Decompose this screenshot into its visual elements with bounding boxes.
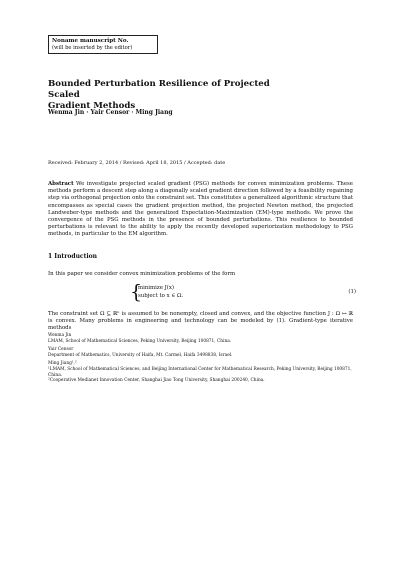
received-dates: Received: February 2, 2014 / Revised: April 18, 2015 / Accepted: date	[48, 160, 226, 166]
footnote-author-2	[48, 347, 353, 358]
author-list: Wenma Jin · Yair Censor · Ming Jiang	[48, 109, 173, 116]
footnote-author-1-affiliation: LMAM, School of Mathematical Sciences, Peking University, Beijing 100871, China.	[48, 338, 232, 344]
equation-number: (1)	[348, 289, 356, 295]
footnote-author-1	[48, 333, 353, 344]
manuscript-label: Noname manuscript No.	[52, 38, 129, 44]
footnote-author-3-affiliation-2: ²Cooperative Medianet Innovation Center, Shanghai Jiao Tong University, Shanghai 200240, China.	[48, 378, 265, 384]
footnote-author-1-name: Wenma Jin	[48, 333, 72, 338]
footnote-author-2-affiliation: Department of Mathematics, University of Haifa, Mt. Carmel, Haifa 3498838, Israel.	[48, 352, 233, 358]
author-footnotes	[48, 333, 353, 387]
manuscript-note-box	[48, 35, 158, 54]
abstract-label: Abstract	[48, 181, 74, 187]
title-line-2: Gradient Methods	[48, 101, 136, 111]
footnote-author-3	[48, 361, 353, 383]
equation-line-1: minimize J(x)	[138, 285, 175, 291]
equation-1	[130, 281, 360, 304]
equation-line-2: subject to x ∈ Ω.	[138, 293, 184, 299]
intro-paragraph-1: In this paper we consider convex minimization problems of the form	[48, 271, 236, 277]
footnote-author-2-name: Yair Censor	[48, 347, 74, 353]
section-heading-introduction: 1 Introduction	[48, 253, 97, 260]
paper-title	[48, 79, 288, 112]
equation-brace: {	[130, 281, 143, 303]
abstract-text: We investigate projected scaled gradient (PSG) methods for convex minimization problems. These methods perform a descent step along a diagonally scaled gradient direction followed by a feasibility regaining step via orthogonal projection onto the constraint set. This constitutes a generalized algorithmic structure that encompasses as special cases the gradient projection method, the projected Newton method, the projected Landweber-type methods and the generalized Expectation-Maximization (EM)-type methods. We prove the convergence of the PSG methods in the presence of bounded perturbations. This resilience to bounded perturbations is relevant to the ability to apply the recently developed superiorization methodology to PSG methods, in particular to the EM algorithm.	[48, 181, 353, 238]
intro-paragraph-2: The constraint set Ω ⊆ ℝⁿ is assumed to be nonempty, closed and convex, and the objective function J : Ω ↦ ℝ is convex. Many problems in engineering and technology can be modeled by (1). Gradient-type iterative methods	[48, 311, 353, 332]
manuscript-note: (will be inserted by the editor)	[52, 45, 133, 51]
footnote-author-3-affiliation-1: ¹LMAM, School of Mathematical Sciences, and Beijing International Center for Mathematical Research, Peking University, Beijing 100871, China.	[48, 366, 352, 378]
abstract	[48, 181, 353, 239]
title-line-1: Bounded Perturbation Resilience of Projected Scaled	[48, 79, 270, 100]
footnote-author-3-name: Ming Jiang¹,²	[48, 361, 77, 367]
